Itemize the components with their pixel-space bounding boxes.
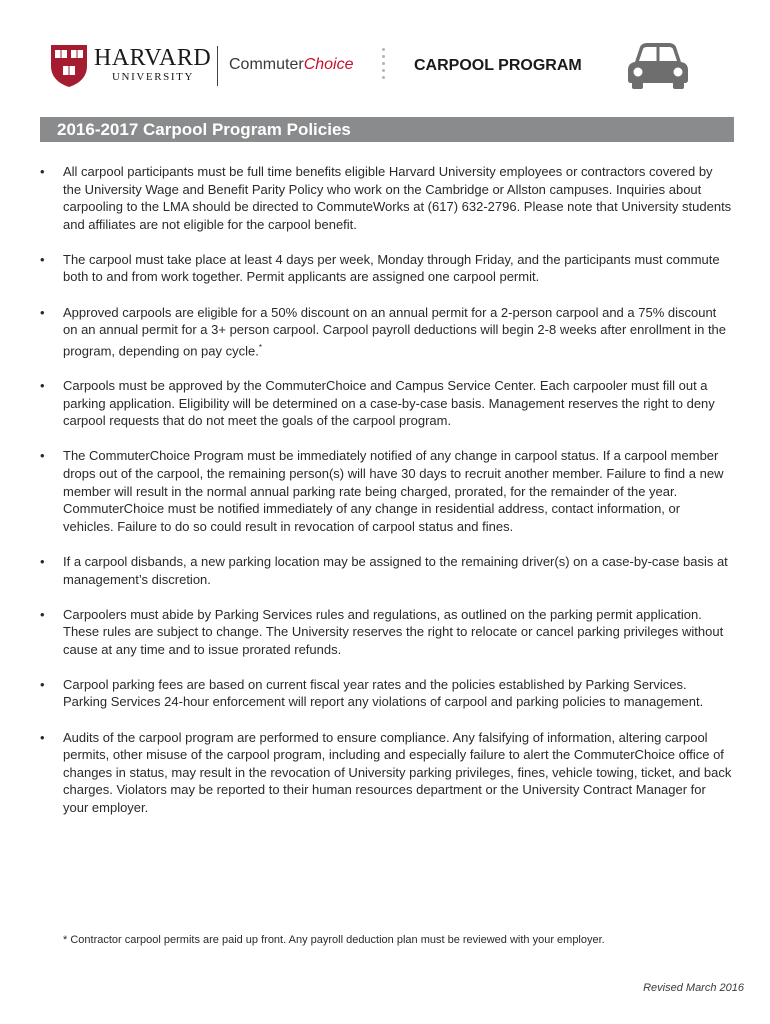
- policy-text: Carpoolers must abide by Parking Services rules and regulations, as outlined on the parking permit application. These rules are subject to change. The University reserves the right to relocate or cancel parking privileges without cause at any time and to issue prorated refunds.: [63, 606, 724, 657]
- policy-text: If a carpool disbands, a new parking location may be assigned to the remaining driver(s) on a case-by-case basis at management’s discretion.: [63, 553, 728, 587]
- commuterchoice-logo: [229, 56, 354, 74]
- dotted-divider: [382, 48, 386, 84]
- policy-text: All carpool participants must be full time benefits eligible Harvard University employees or contractors covered by the University Wage and Benefit Parity Policy who work on the Cambridge or Allston campuses. Inquiries about carpooling to the LMA should be directed to CommuteWorks at (617) 632-2796. Please note that University students and affiliates are not eligible for the carpool benefit.: [63, 164, 732, 232]
- logo-choice-text: Choice: [303, 56, 354, 73]
- footnote-marker: *: [258, 342, 262, 352]
- car-icon: [625, 40, 691, 90]
- policy-text: The carpool must take place at least 4 days per week, Monday through Friday, and the participants must commute both to and from work together. Permit applicants are assigned one carpool permit.: [63, 251, 720, 285]
- policy-text: Audits of the carpool program are performed to ensure compliance. Any falsifying of information, altering carpool permits, other misuse of the carpool program, including and especially failure to alert the CommuterChoice office of changes in status, may result in the revocation of University parking privileges, fines, vehicle towing, ticket, and back charges. Violators may be reported to their human resources department or the University Contract Manager for your employer.: [63, 729, 732, 815]
- bullet: •: [40, 448, 45, 464]
- footnote: * Contractor carpool permits are paid up front. Any payroll deduction plan must be reviewed with your employer.: [63, 934, 605, 946]
- university-subtitle: UNIVERSITY: [112, 71, 194, 83]
- policy-item: [40, 729, 734, 817]
- program-title: CARPOOL PROGRAM: [414, 57, 582, 74]
- bullet: •: [40, 606, 45, 622]
- policy-item: [40, 553, 734, 588]
- bullet: •: [40, 251, 45, 267]
- policy-text: Carpools must be approved by the CommuterChoice and Campus Service Center. Each carpooler must fill out a parking application. Eligibility will be determined on a case-by-case basis. Management reserves the right to deny carpool requests that do not meet the goals of the carpool program.: [63, 378, 715, 429]
- bullet: •: [40, 378, 45, 394]
- policy-item: [40, 251, 734, 286]
- policy-item: [40, 676, 734, 711]
- harvard-shield-icon: [50, 44, 88, 88]
- policy-item: [40, 377, 734, 430]
- university-name: HARVARD: [94, 45, 212, 71]
- bullet: •: [40, 553, 45, 569]
- bullet: •: [40, 164, 45, 179]
- bullet: •: [40, 304, 45, 320]
- bullet: •: [40, 676, 45, 692]
- policy-text: The CommuterChoice Program must be immediately notified of any change in carpool status. If a carpool member drops out of the carpool, the remaining person(s) will have 30 days to recruit another member. Failure to find a new member will result in the normal annual parking rate being charged, prorated, for the remainder of the year. CommuterChoice must be notified immediately of any change in residential address, contact information, or vehicles. Failure to do so could result in revocation of carpool status and fines.: [63, 448, 724, 534]
- section-title-bar: [40, 117, 734, 142]
- policy-item: [40, 163, 734, 233]
- policy-item: [40, 606, 734, 659]
- header-divider: [217, 46, 218, 86]
- policy-text: Carpool parking fees are based on current fiscal year rates and the policies established by Parking Services. Parking Services 24-hour enforcement will report any violations of carpool and parking policies to management.: [63, 676, 704, 710]
- revised-date: Revised March 2016: [643, 982, 744, 994]
- policy-list: [40, 163, 734, 834]
- page-title: 2016-2017 Carpool Program Policies: [57, 120, 351, 139]
- policy-item: [40, 304, 734, 360]
- policy-item: [40, 447, 734, 535]
- page-header: [50, 40, 730, 100]
- policy-text: Approved carpools are eligible for a 50% discount on an annual permit for a 2-person carpool and a 75% discount on an annual permit for a 3+ person carpool. Carpool payroll deductions will begin 2-8 weeks after enrollment in the program, depending on pay cycle.: [63, 304, 727, 359]
- bullet: •: [40, 729, 45, 745]
- logo-commuter-text: Commuter: [229, 56, 304, 73]
